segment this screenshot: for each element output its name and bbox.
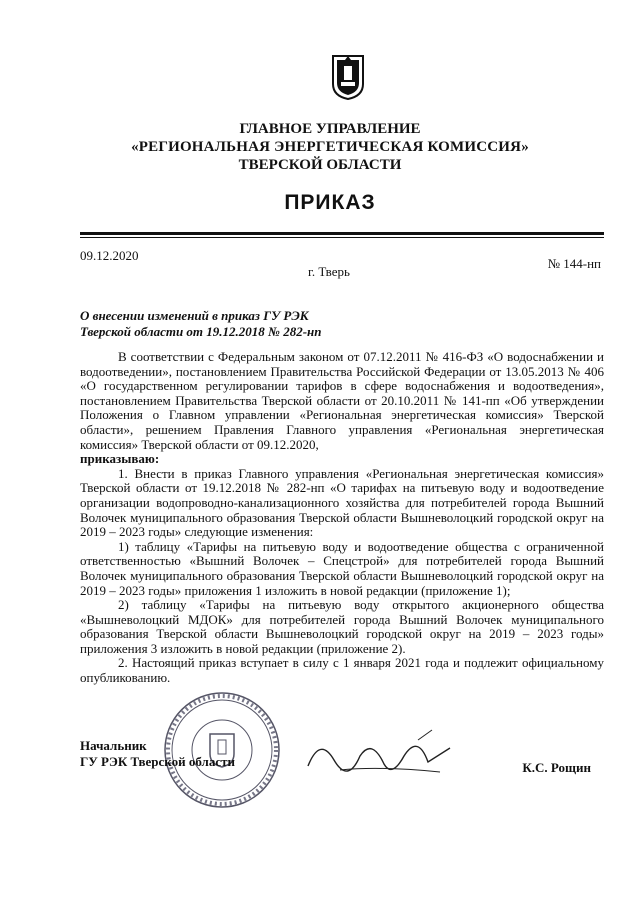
org-name-line1: ГЛАВНОЕ УПРАВЛЕНИЕ	[239, 121, 421, 137]
document-date: 09.12.2020	[80, 248, 139, 263]
signer-title	[80, 738, 235, 770]
item-1-2-paragraph: 2) таблицу «Тарифы на питьевую воду открытого акционерного общества «Вышневолоцкий МДОК» для потребителей города Вышний Волочек муниципального образования Тверской области Вышневолоцкий городской округ на 2019 – 2023 годы» приложения 3 изложить в новой редакции (приложение 2).	[80, 597, 604, 656]
document-city: г. Тверь	[308, 264, 350, 279]
signer-title-line1: Начальник	[80, 738, 147, 753]
org-name-line2: «РЕГИОНАЛЬНАЯ ЭНЕРГЕТИЧЕСКАЯ КОМИССИЯ»	[131, 139, 529, 155]
document-subject	[80, 308, 321, 340]
signer-title-line2: ГУ РЭК Тверской области	[80, 754, 235, 769]
item-1-1-paragraph: 1) таблицу «Тарифы на питьевую воду и водоотведение общества с ограниченной ответственностью «Вышний Волочек – Спецстрой» для потребителей города Вышний Волочек муниципального образования Тверской области Вышневолоцкий городской округ на 2019 – 2023 годы» приложения 1 изложить в новой редакции (приложение 1);	[80, 538, 604, 598]
subject-line1: О внесении изменений в приказ ГУ РЭК	[80, 308, 309, 323]
item-2-paragraph: 2. Настоящий приказ вступает в силу с 1 января 2021 года и подлежит официальному опубликованию.	[80, 655, 604, 686]
document-type-title: ПРИКАЗ	[284, 191, 376, 214]
item-1-paragraph: 1. Внести в приказ Главного управления «Региональная энергетическая комиссия» Тверской области от 19.12.2018 № 282-нп «О тарифах на питьевую воду и водоотведение организации водопроводно-канализационного хозяйства для потребителей города Вышний Волочек муниципального образования Тверской области Вышневолоцкий городской округ на 2019 – 2023 годы» следующие изменения:	[80, 465, 604, 540]
document-body	[80, 350, 604, 686]
subject-line2: Тверской области от 19.12.2018 № 282-нп	[80, 324, 322, 339]
preamble-paragraph: В соответствии с Федеральным законом от 07.12.2011 № 416-ФЗ «О водоснабжении и водоотведении», постановлением Правительства Российской Федерации от 13.05.2013 № 406 «О государственном регулировании тарифов в сфере водоснабжения и водоотведения», постановлением Правительства Тверской области от 20.10.2011 № 141-пп «Об утверждении Положения о Главном управлении «Региональная энергетическая комиссия» Тверской области», решением Правления Главного управления «Региональная энергетическая комиссия» Тверской области от 09.12.2020,	[80, 349, 604, 452]
coat-of-arms-icon	[331, 54, 365, 100]
org-name-line3: ТВЕРСКОЙ ОБЛАСТИ	[238, 157, 402, 173]
header-divider-thin	[80, 237, 604, 238]
signer-name: К.С. Рощин	[522, 760, 591, 775]
document-number: № 144-нп	[547, 256, 601, 271]
handwritten-signature-icon	[300, 726, 460, 786]
order-word: приказываю:	[80, 451, 160, 467]
header-divider-thick	[80, 232, 604, 235]
